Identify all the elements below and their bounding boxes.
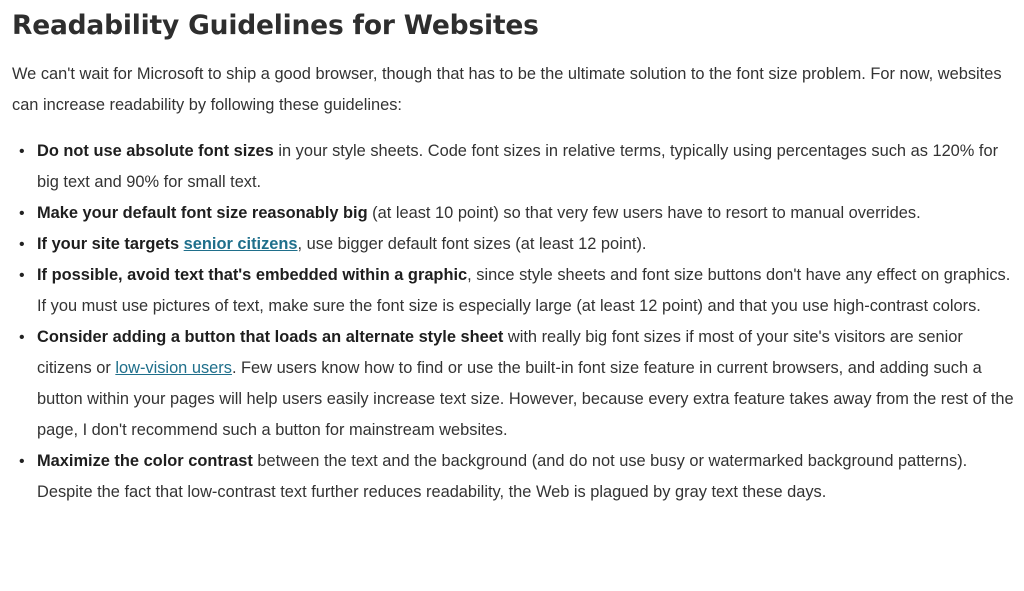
list-item (12, 229, 1016, 260)
page-title: Readability Guidelines for Websites (12, 10, 539, 41)
guideline-text: between the text and the background (and do not use busy or watermarked background patterns). Despite the fact that low-contrast text further reduces readability, the Web is plagued by gray text these days. (37, 452, 968, 501)
list-item (12, 322, 1016, 446)
senior-citizens-link[interactable]: senior citizens (183, 235, 298, 253)
guideline-heading: Do not use absolute font sizes (37, 142, 274, 160)
guideline-text: in your style sheets. Code font sizes in relative terms, typically using percentages such as 120% for big text and 90% for small text. (37, 142, 999, 191)
list-item (12, 446, 1016, 508)
list-item (12, 136, 1016, 198)
bullet-icon: • (19, 453, 25, 470)
guideline-heading: Consider adding a button that loads an alternate style sheet (37, 328, 504, 346)
article (12, 0, 1016, 508)
guideline-text: with really big font sizes if most of your site's visitors are senior citizens or (37, 328, 963, 377)
guideline-heading: Maximize the color contrast (37, 452, 253, 470)
bullet-icon: • (19, 143, 25, 160)
intro-paragraph: We can't wait for Microsoft to ship a good browser, though that has to be the ultimate solution to the font size problem. For now, websites can increase readability by following these guidelines: (12, 65, 1002, 114)
bullet-icon: • (19, 205, 25, 222)
low-vision-users-link[interactable]: low-vision users (115, 359, 232, 377)
list-item (12, 260, 1016, 322)
guideline-text: , since style sheets and font size buttons don't have any effect on graphics. If you must use pictures of text, make sure the font size is especially large (at least 12 point) and that you use high-contrast colors. (37, 266, 1011, 315)
guideline-text: , use bigger default font sizes (at least 12 point). (297, 235, 647, 253)
guidelines-list (12, 136, 1016, 508)
list-item (12, 198, 1016, 229)
guideline-heading: If your site targets (37, 235, 184, 253)
bullet-icon: • (19, 267, 25, 284)
bullet-icon: • (19, 329, 25, 346)
guideline-heading: If possible, avoid text that's embedded within a graphic (37, 266, 468, 284)
guideline-text: . Few users know how to find or use the built-in font size feature in current browsers, and adding such a button within your pages will help users easily increase text size. However, because every extra feature takes away from the rest of the page, I don't recommend such a button for mainstream websites. (37, 359, 1014, 439)
guideline-text: (at least 10 point) so that very few users have to resort to manual overrides. (367, 204, 921, 222)
guideline-heading: Make your default font size reasonably big (37, 204, 368, 222)
bullet-icon: • (19, 236, 25, 253)
